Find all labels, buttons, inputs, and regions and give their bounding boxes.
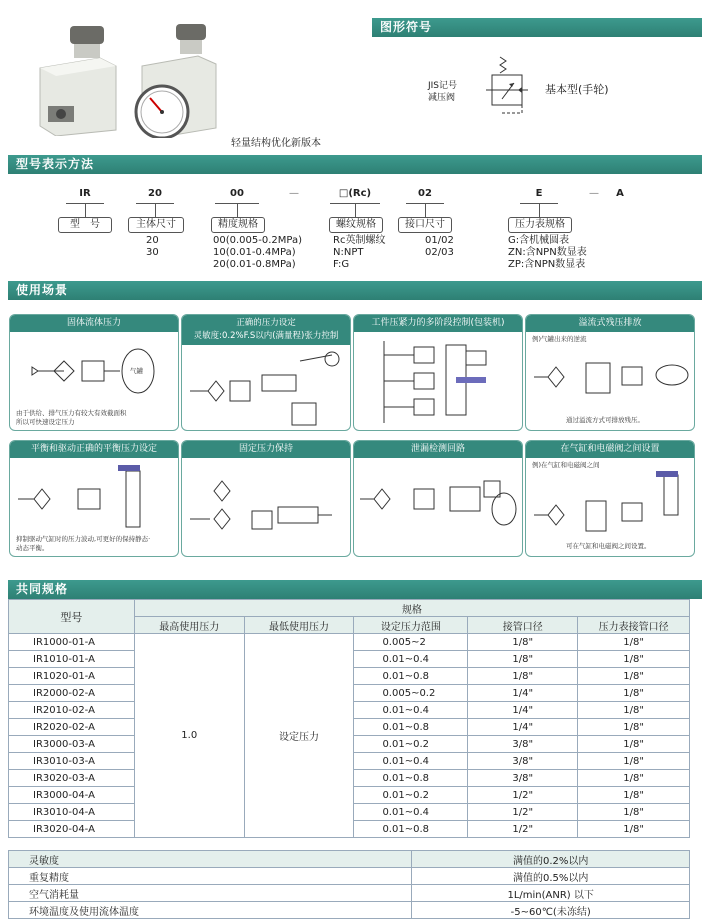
label-port: 接口尺寸 (398, 217, 452, 233)
scene-diagram-3 (354, 315, 523, 431)
code-ir: IR (79, 188, 91, 199)
options-body-size: 20 30 (146, 235, 159, 258)
product-photo-regulator-gauge (122, 20, 222, 138)
cell-port-size: 1/4" (468, 685, 578, 702)
cell-port-size: 3/8" (468, 753, 578, 770)
cell-port-size: 1/4" (468, 702, 578, 719)
property-row (9, 868, 690, 885)
spec-col-max-pressure: 最高使用压力 (134, 617, 244, 634)
options-precision: 00(0.005-0.2MPa) 10(0.01-0.4MPa) 20(0.01-0.8MPa) (213, 235, 303, 270)
code-stem-1 (85, 203, 86, 217)
cell-gauge-port: 1/8" (578, 821, 690, 838)
spec-table (8, 599, 690, 838)
scene-title-6: 固定压力保持 (182, 441, 350, 458)
scene-note-8: 可在气缸和电磁阀之间设置。 (566, 542, 651, 550)
scene-note-4: 通过溢流方式可排放残压。 (566, 416, 644, 424)
property-name: 空气消耗量 (9, 885, 412, 902)
cell-min-pressure: 设定压力 (244, 634, 354, 838)
property-table (8, 850, 690, 919)
scene-diagram-6 (182, 441, 351, 557)
scene-title-2: 正确的压力设定 (236, 318, 296, 328)
property-value: 1L/min(ANR) 以下 (412, 885, 690, 902)
code-stem-6 (539, 203, 540, 217)
code-suffix-a: A (616, 188, 624, 199)
cell-max-pressure: 1.0 (134, 634, 244, 838)
code-stem-3 (237, 203, 238, 217)
product-caption: 轻量结构优化新版本 (231, 138, 321, 149)
cell-set-range: 0.01~0.4 (354, 702, 468, 719)
label-body-size: 主体尺寸 (128, 217, 184, 233)
code-stem-5 (425, 203, 426, 217)
property-value: 满值的0.5%以内 (412, 868, 690, 885)
spec-col-gauge-port: 压力表接管口径 (578, 617, 690, 634)
code-gauge: E (535, 188, 543, 199)
spec-col-min-pressure: 最低使用压力 (244, 617, 354, 634)
scene-title-3: 工件压紧力的多阶段控制(包装机) (354, 315, 522, 332)
cell-model: IR1020-01-A (9, 668, 135, 685)
cell-model: IR3000-03-A (9, 736, 135, 753)
property-row (9, 851, 690, 868)
cell-gauge-port: 1/8" (578, 770, 690, 787)
scenes-section-title: 使用场景 (8, 281, 702, 300)
property-value: 满值的0.2%以内 (412, 851, 690, 868)
cell-gauge-port: 1/8" (578, 804, 690, 821)
scene-subtitle-2: 灵敏度:0.2%F.S以内(满量程)张力控制 (193, 331, 339, 341)
cell-set-range: 0.01~0.8 (354, 719, 468, 736)
cell-set-range: 0.01~0.8 (354, 821, 468, 838)
cell-model: IR3010-03-A (9, 753, 135, 770)
cell-set-range: 0.01~0.2 (354, 736, 468, 753)
scene-card-5 (9, 440, 179, 557)
scene-title-4: 溢流式残压排放 (526, 315, 694, 332)
label-precision: 精度规格 (211, 217, 265, 233)
code-stem-4 (355, 203, 356, 217)
scene-note-5: 抑制驱动气缸时的压力波动,可更好的保持静态· 动态平衡。 (16, 535, 151, 552)
spec-col-port-size: 接管口径 (468, 617, 578, 634)
cell-port-size: 3/8" (468, 736, 578, 753)
options-gauge: G:含机械圆表 ZN:含NPN数显表 ZP:含NPN数显表 (508, 235, 587, 270)
property-value: -5~60℃(未冻结) (412, 902, 690, 919)
scene-card-7 (353, 440, 523, 557)
cell-model: IR2020-02-A (9, 719, 135, 736)
spec-header-model: 型号 (9, 600, 135, 634)
scene-diagram-2 (182, 315, 351, 431)
cell-set-range: 0.01~0.8 (354, 770, 468, 787)
spec-col-set-range: 设定压力范围 (354, 617, 468, 634)
scene-card-4 (525, 314, 695, 431)
options-thread: Rc英制螺纹 N:NPT F:G (333, 235, 386, 270)
scene-label-1: 气罐 (130, 367, 143, 375)
cell-gauge-port: 1/8" (578, 719, 690, 736)
cell-set-range: 0.01~0.4 (354, 651, 468, 668)
code-dash-1: — (289, 188, 299, 199)
property-name: 重复精度 (9, 868, 412, 885)
cell-gauge-port: 1/8" (578, 787, 690, 804)
scene-card-1 (9, 314, 179, 431)
code-body-size: 20 (148, 188, 162, 199)
label-model: 型 号 (58, 217, 112, 233)
table-row (9, 634, 690, 651)
cell-port-size: 1/2" (468, 804, 578, 821)
cell-model: IR1000-01-A (9, 634, 135, 651)
spec-section-title: 共同规格 (8, 580, 702, 599)
cell-port-size: 1/4" (468, 719, 578, 736)
label-gauge: 压力表规格 (508, 217, 572, 233)
scene-card-2 (181, 314, 351, 431)
cell-gauge-port: 1/8" (578, 753, 690, 770)
cell-set-range: 0.01~0.4 (354, 753, 468, 770)
property-row (9, 902, 690, 919)
cell-gauge-port: 1/8" (578, 634, 690, 651)
cell-set-range: 0.005~0.2 (354, 685, 468, 702)
scene-title-1: 固体流体压力 (10, 315, 178, 332)
cell-gauge-port: 1/8" (578, 685, 690, 702)
scene-diagram-8 (526, 441, 695, 557)
scene-card-3 (353, 314, 523, 431)
cell-model: IR3020-03-A (9, 770, 135, 787)
scene-title-8: 在气缸和电磁阀之间设置 (526, 441, 694, 458)
scene-note-1: 由于供给、排气压力有较大有效截面积 所以可快速设定压力 (16, 409, 127, 426)
options-port: 01/02 02/03 (425, 235, 454, 258)
cell-set-range: 0.005~2 (354, 634, 468, 651)
cell-model: IR1010-01-A (9, 651, 135, 668)
cell-model: IR2000-02-A (9, 685, 135, 702)
pressure-reducing-valve-symbol (478, 55, 538, 117)
code-port: 02 (418, 188, 432, 199)
symbol-type-label: 基本型(手轮) (545, 83, 609, 96)
cell-model: IR2010-02-A (9, 702, 135, 719)
symbol-section-title: 图形符号 (372, 18, 702, 37)
cell-gauge-port: 1/8" (578, 668, 690, 685)
cell-port-size: 1/2" (468, 821, 578, 838)
code-dash-2: — (589, 188, 599, 199)
scene-label-8: 例)在气缸和电磁阀之间 (532, 461, 600, 469)
cell-model: IR3000-04-A (9, 787, 135, 804)
symbol-label-jis: JIS记号 (428, 81, 458, 91)
spec-header-group: 规格 (134, 600, 689, 617)
cell-gauge-port: 1/8" (578, 736, 690, 753)
cell-port-size: 3/8" (468, 770, 578, 787)
property-name: 灵敏度 (9, 851, 412, 868)
cell-set-range: 0.01~0.8 (354, 668, 468, 685)
cell-port-size: 1/8" (468, 634, 578, 651)
cell-set-range: 0.01~0.4 (354, 804, 468, 821)
scene-diagram-7 (354, 441, 523, 557)
label-thread: 螺纹规格 (329, 217, 383, 233)
scene-diagram-4 (526, 315, 695, 431)
property-row (9, 885, 690, 902)
scene-card-8 (525, 440, 695, 557)
cell-gauge-port: 1/8" (578, 651, 690, 668)
cell-set-range: 0.01~0.2 (354, 787, 468, 804)
cell-model: IR3010-04-A (9, 804, 135, 821)
scene-title-7: 泄漏检测回路 (354, 441, 522, 458)
cell-port-size: 1/8" (468, 651, 578, 668)
code-thread: □(Rc) (338, 188, 372, 199)
code-precision: 00 (230, 188, 244, 199)
model-section-title: 型号表示方法 (8, 155, 702, 174)
code-stem-2 (155, 203, 156, 217)
scene-title-5: 平衡和驱动正确的平衡压力设定 (10, 441, 178, 458)
cell-port-size: 1/8" (468, 668, 578, 685)
cell-model: IR3020-04-A (9, 821, 135, 838)
symbol-label-reducing-valve: 减压阀 (428, 93, 456, 103)
scene-card-6 (181, 440, 351, 557)
cell-gauge-port: 1/8" (578, 702, 690, 719)
property-name: 环境温度及使用流体温度 (9, 902, 412, 919)
product-photo-regulator (30, 18, 122, 136)
scene-label-4: 例)气罐出来的逆流 (532, 335, 587, 343)
cell-port-size: 1/2" (468, 787, 578, 804)
